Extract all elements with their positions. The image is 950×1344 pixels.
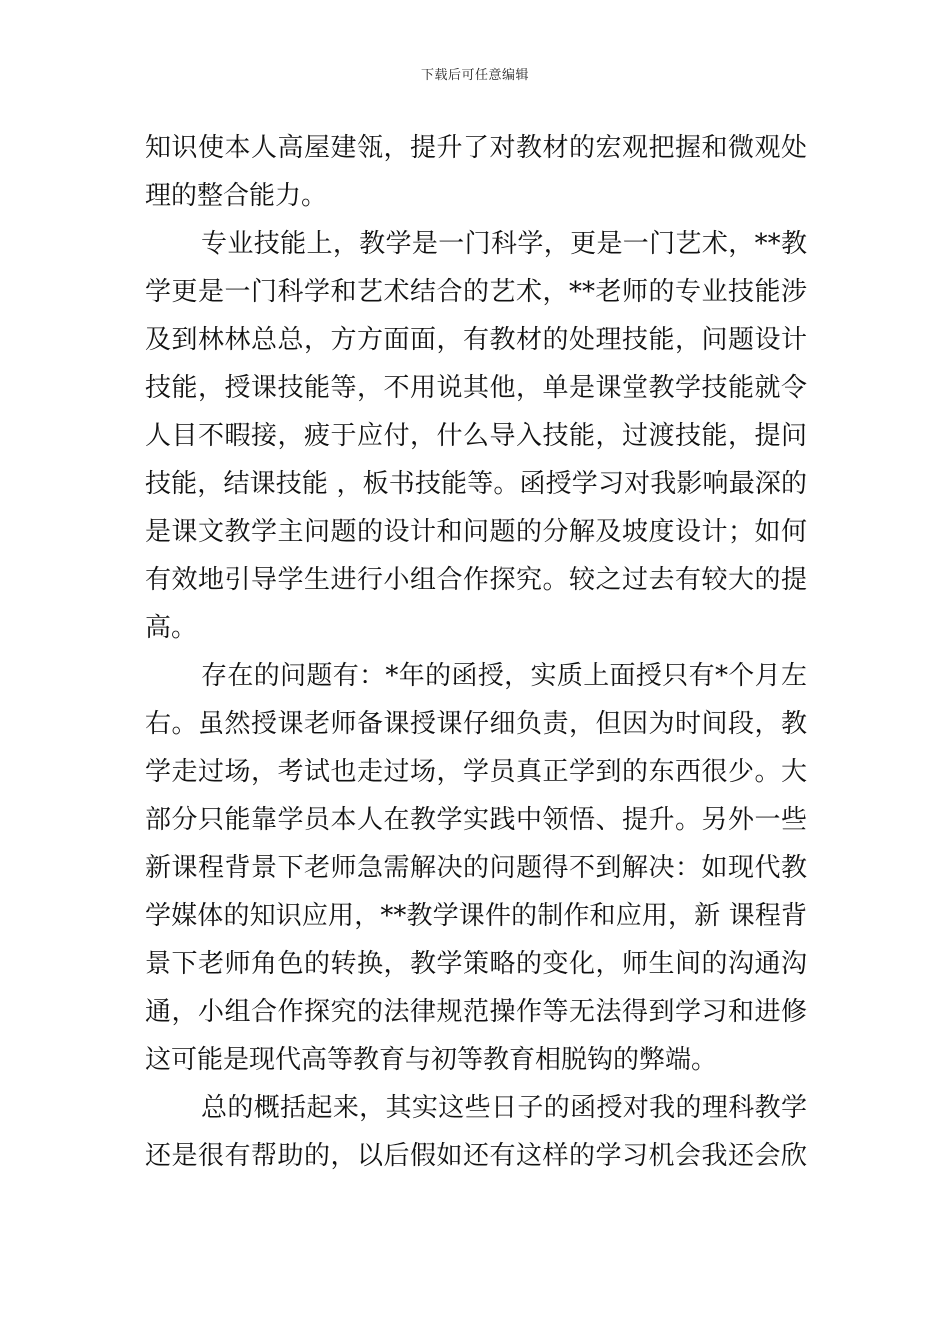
text-line: 技能，结课技能 ，板书技能等。函授学习对我影响最深的 (145, 469, 807, 499)
text-line: 人目不暇接，疲于应付，什么导入技能，过渡技能，提问 (145, 421, 807, 451)
text-line: 知识使本人高屋建瓴，提升了对教材的宏观把握和微观处 (145, 133, 807, 163)
text-line: 学走过场，考试也走过场，学员真正学到的东西很少。大 (145, 757, 807, 787)
text-line: 右。虽然授课老师备课授课仔细负责，但因为时间段，教 (145, 709, 807, 739)
text-line: 专业技能上，教学是一门科学，更是一门艺术，**教 (201, 229, 807, 259)
text-line: 这可能是现代高等教育与初等教育相脱钩的弊端。 (145, 1045, 718, 1075)
text-line: 总的概括起来，其实这些日子的函授对我的理科教学 (201, 1093, 807, 1123)
text-line: 理的整合能力。 (145, 181, 328, 211)
text-line: 还是很有帮助的，以后假如还有这样的学习机会我还会欣 (145, 1141, 807, 1171)
text-line: 存在的问题有：*年的函授，实质上面授只有*个月左 (201, 661, 807, 691)
text-line: 通，小组合作探究的法律规范操作等无法得到学习和进修 (145, 997, 807, 1027)
text-line: 景下老师角色的转换，教学策略的变化，师生间的沟通沟 (145, 949, 807, 979)
text-line: 技能，授课技能等，不用说其他，单是课堂教学技能就令 (145, 373, 807, 403)
document-body (145, 124, 807, 1180)
text-line: 新课程背景下老师急需解决的问题得不到解决：如现代教 (145, 853, 807, 883)
text-line: 是课文教学主问题的设计和问题的分解及坡度设计；如何 (145, 517, 807, 547)
text-line: 学更是一门科学和艺术结合的艺术，**老师的专业技能涉 (145, 277, 807, 307)
text-line: 高。 (145, 613, 198, 643)
page-header: 下载后可任意编辑 (420, 68, 529, 83)
text-line: 学媒体的知识应用，**教学课件的制作和应用，新 课程背 (145, 901, 807, 931)
text-line: 有效地引导学生进行小组合作探究。较之过去有较大的提 (145, 565, 807, 595)
text-line: 及到林林总总，方方面面，有教材的处理技能，问题设计 (145, 325, 807, 355)
text-line: 部分只能靠学员本人在教学实践中领悟、提升。另外一些 (145, 805, 807, 835)
